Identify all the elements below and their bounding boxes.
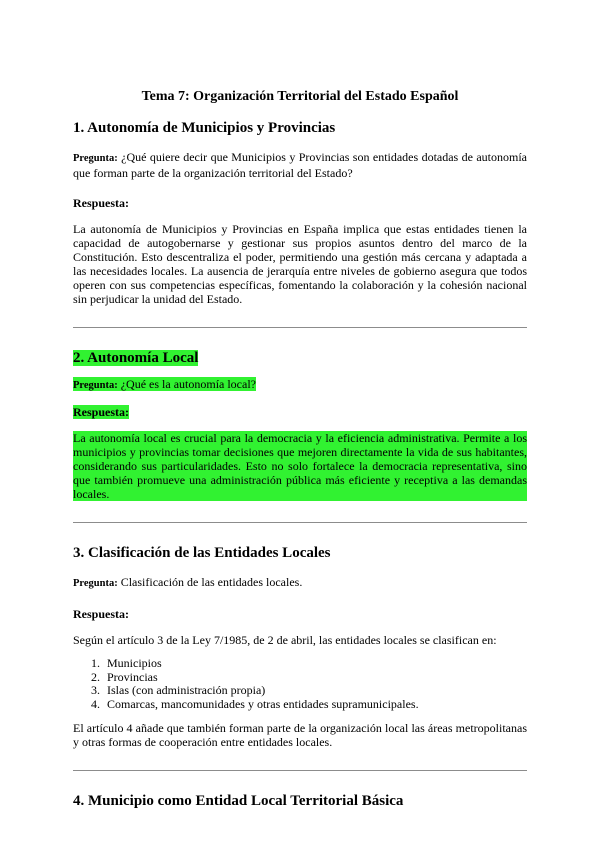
- list-item: 2. Provincias: [103, 671, 527, 685]
- highlighted-heading: 2. Autonomía Local: [73, 350, 199, 366]
- question-text: ¿Qué quiere decir que Municipios y Provincias son entidades dotadas de autonomía que forman parte de la organización territorial del Estado?: [73, 150, 527, 180]
- answer-text: La autonomía de Municipios y Provincias en España implica que estas entidades tienen la capacidad de autogobernarse y gestionar sus propios asuntos dentro del marco de la Constitución. Esto descentraliza el poder, permitiendo una gestión más cercana y adaptada a las necesidades locales. La ausencia de jerarquía entre niveles de gobierno asegura que todos operen con sus competencias específicas, fomentando la colaboración y la cohesión nacional sin perjudicar la unidad del Estado.: [73, 222, 527, 306]
- answer-label: Respuesta:: [73, 196, 129, 210]
- section-1: [73, 119, 527, 306]
- entity-list: [73, 657, 527, 711]
- section-2: [73, 349, 527, 501]
- section-3: [73, 544, 527, 749]
- question-label: Pregunta:: [73, 153, 118, 164]
- question-text: Clasificación de las entidades locales.: [117, 575, 303, 589]
- question: [73, 377, 527, 393]
- answer-text: La autonomía local es crucial para la democracia y la eficiencia administrativa. Permite a los municipios y provincias tomar decisiones que mejoren directamente la vida de sus habitantes, considerando sus particularidades. Esto no solo fortalece la democracia representativa, sino que también promueve una administración pública más eficiente y receptiva a las demandas locales.: [73, 431, 527, 501]
- question: [73, 150, 527, 180]
- question-label: Pregunta:: [73, 380, 118, 391]
- section-heading: 1. Autonomía de Municipios y Provincias: [73, 120, 336, 136]
- document-page: [73, 88, 527, 823]
- list-item: 4. Comarcas, mancomunidades y otras entidades supramunicipales.: [103, 698, 527, 712]
- list-item: 3. Islas (con administración propia): [103, 684, 527, 698]
- question: [73, 575, 527, 591]
- document-title: Tema 7: Organización Territorial del Estado Español: [141, 89, 459, 104]
- section-heading: [73, 349, 527, 368]
- list-item: 1. Municipios: [103, 657, 527, 671]
- question-text: ¿Qué es la autonomía local?: [117, 377, 256, 391]
- section-heading: 3. Clasificación de las Entidades Locales: [73, 545, 331, 561]
- answer-label: Respuesta:: [73, 607, 129, 621]
- answer-label: [73, 405, 527, 419]
- section-4: [73, 792, 527, 811]
- section-heading: 4. Municipio como Entidad Local Territorial Básica: [73, 793, 404, 809]
- highlighted-answer-label: Respuesta:: [73, 405, 129, 419]
- section-divider: [73, 770, 527, 771]
- answer-intro: Según el artículo 3 de la Ley 7/1985, de 2 de abril, las entidades locales se clasifican en:: [73, 633, 497, 647]
- answer-outro: El artículo 4 añade que también forman parte de la organización local las áreas metropolitanas y otras formas de cooperación entre entidades locales.: [73, 721, 527, 749]
- section-divider: [73, 327, 527, 328]
- section-divider: [73, 522, 527, 523]
- question-label: Pregunta:: [73, 578, 118, 589]
